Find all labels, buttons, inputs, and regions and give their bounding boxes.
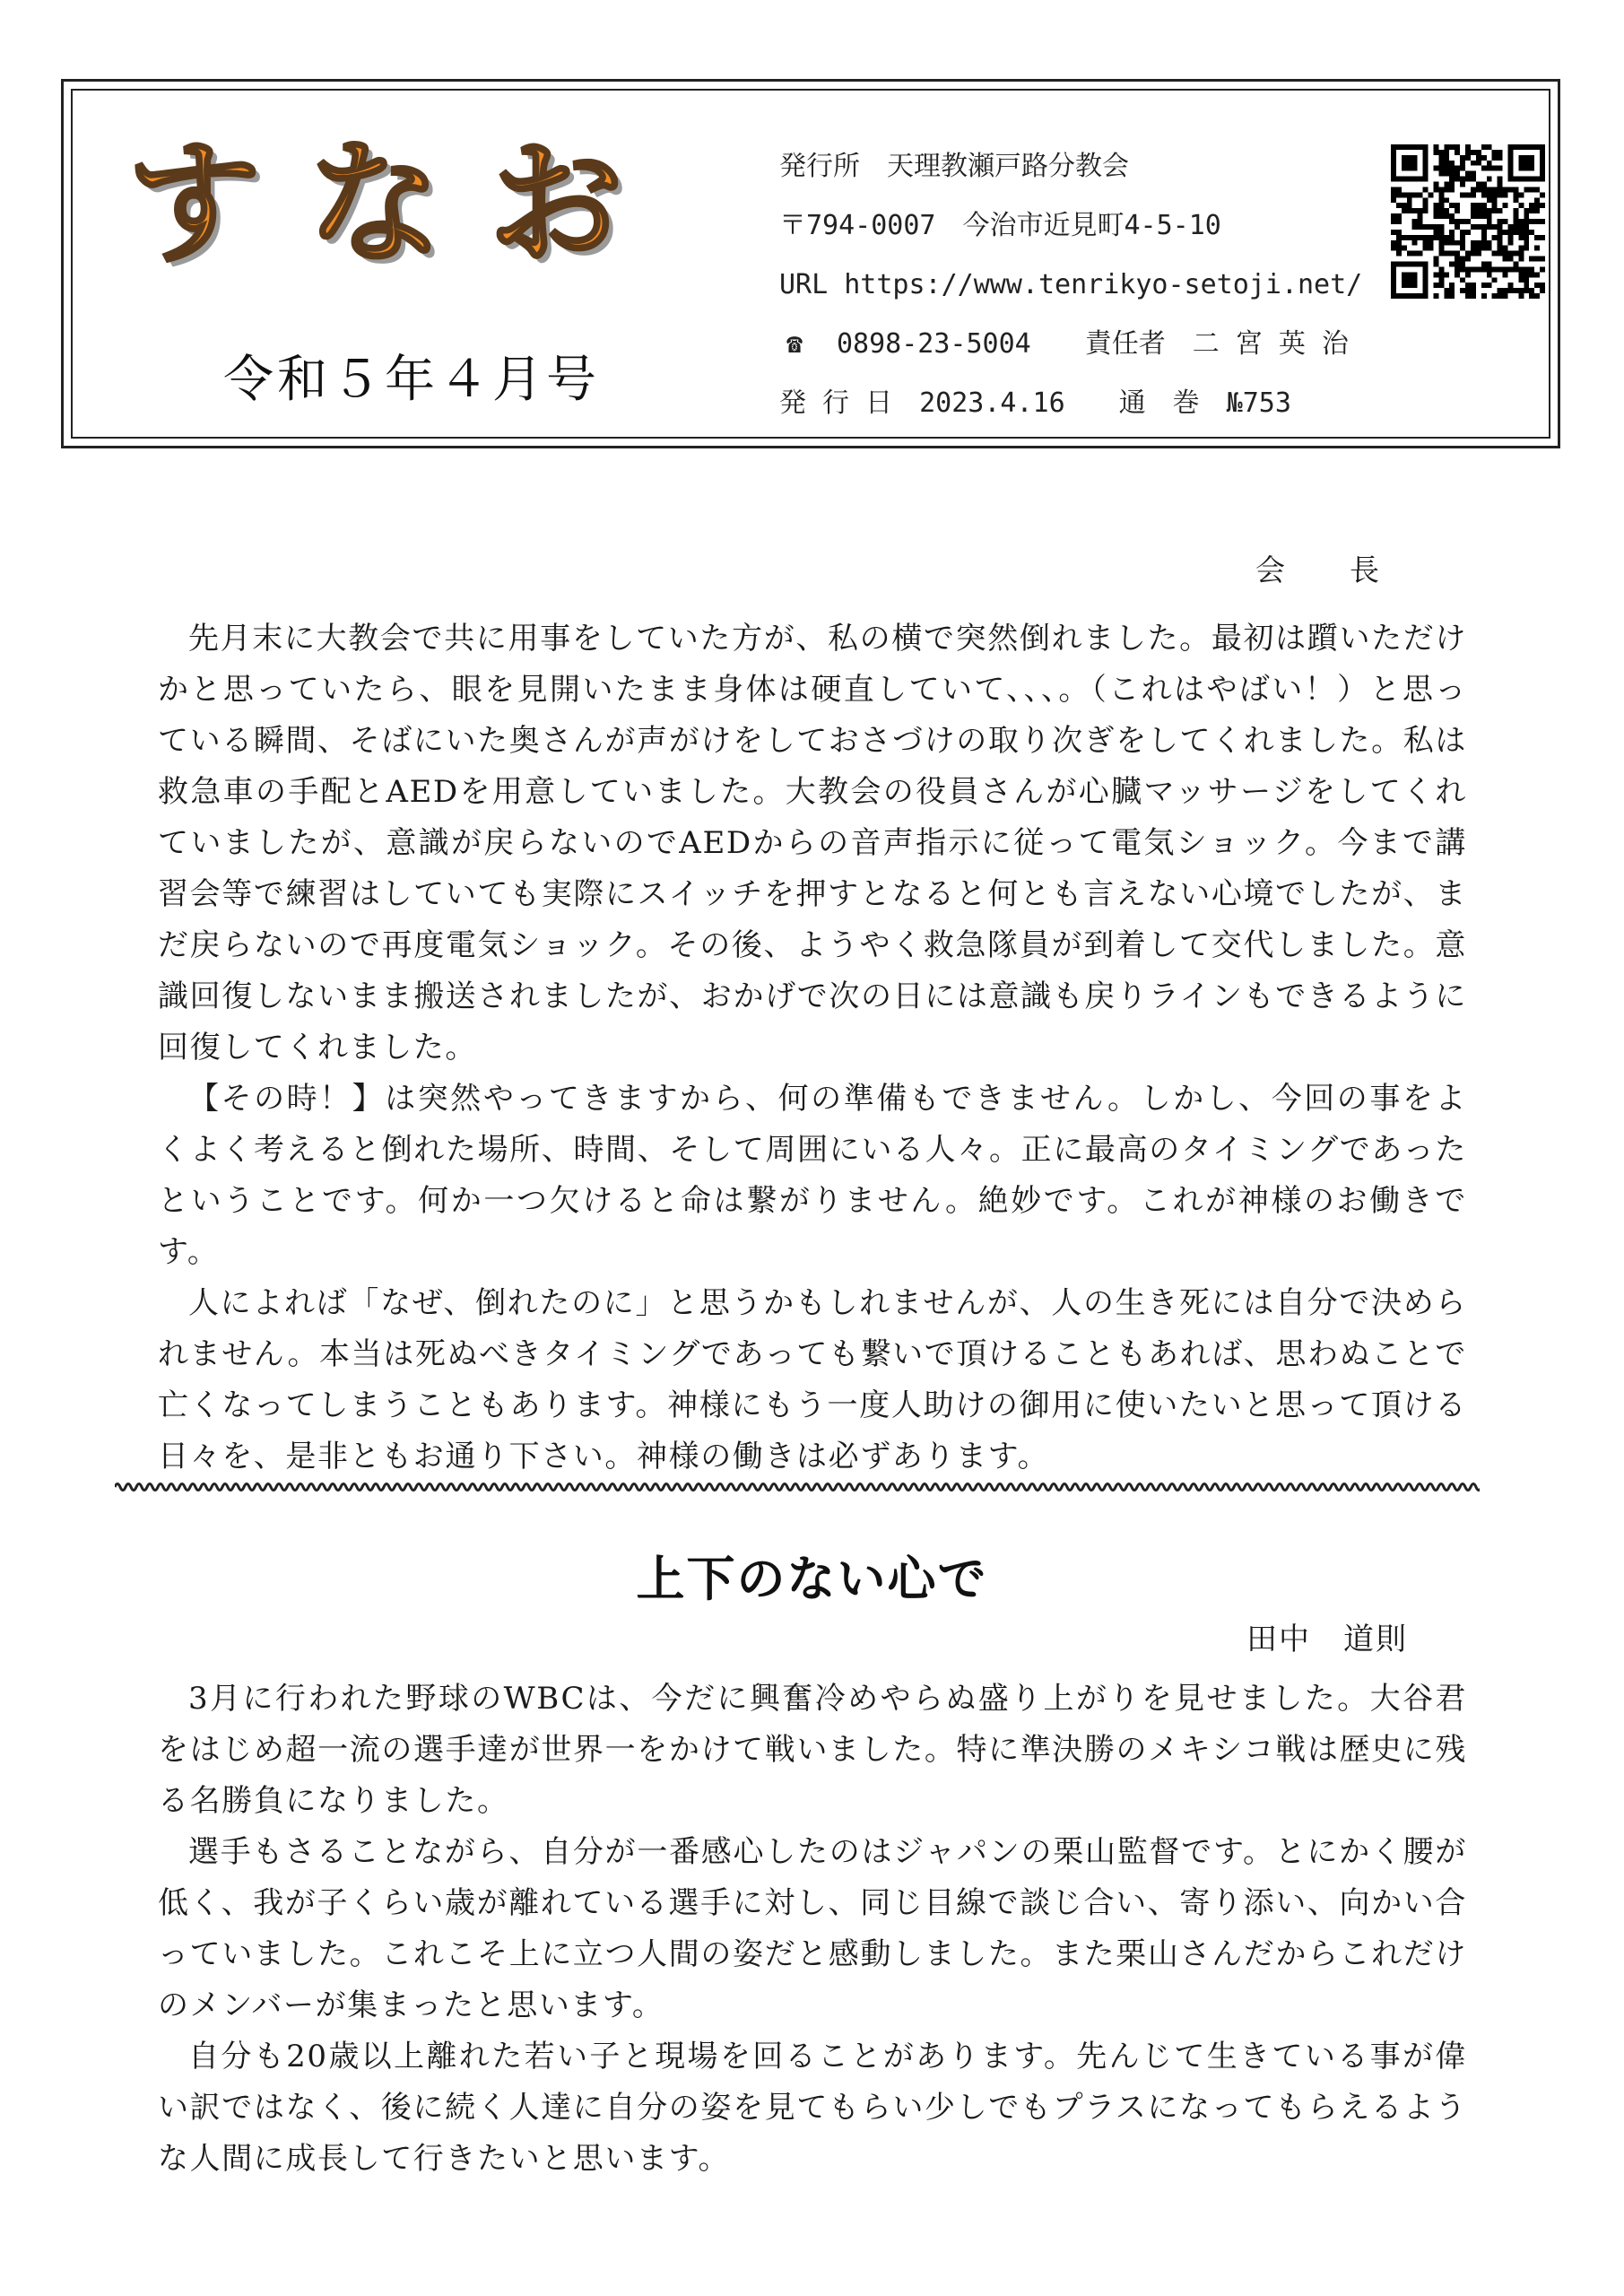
url-line[interactable]: URL https://www.tenrikyo-setoji.net/ [779,269,1363,300]
article1-body [158,613,1467,1483]
article2-title: 上下のない心で [636,1551,988,1607]
issue-label: 令和５年４月号 [223,351,600,409]
article2-paragraph: 自分も20歳以上離れた若い子と現場を回ることがあります。先んじて生きている事が偉い訳ではなく、後に続く人達に自分の姿を見てもらい少しでもプラスになってもらえるような人間に成長して行きたいと思います。 [158,2039,1467,2177]
masthead [61,79,1560,448]
article1-author: 会 長 [1255,552,1381,587]
address-line: 〒794-0007 今治市近見町4-5-10 [779,210,1221,241]
article1-paragraph: 先月末に大教会で共に用事をしていた方が、私の横で突然倒れました。最初は躓いただけかと思っていたら、眼を見開いたまま身体は硬直していて、、、。（これはやばい！）と思っている瞬間、そばにいた奥さんが声がけをしておさづけの取り次ぎをしてくれました。私は救急車の手配とAEDを用意していました。大教会の役員さんが心臓マッサージをしてくれていましたが、意識が戻らないのでAEDからの音声指示に従って電気ショック。今まで講習会等で練習はしていても実際にスイッチを押すとなると何とも言えない心境でしたが、まだ戻らないので再度電気ショック。その後、ようやく救急隊員が到着して交代しました。意識回復しないまま搬送されましたが、おかげで次の日には意識も戻りラインもできるように回復してくれました。 [158,621,1467,1065]
article2-author: 田中 道則 [1246,1622,1408,1657]
publication-info [779,137,1497,433]
date-line: 発 行 日 2023.4.16 通 巻 №753 [779,387,1291,419]
phone-line: 0898-23-5004 責任者 二 宮 英 治 [837,328,1349,360]
publisher-line: 発行所 天理教瀬戸路分教会 [779,151,1129,182]
article2-paragraph: 3月に行われた野球のWBCは、今だに興奮冷めやらぬ盛り上がりを見せました。大谷君をはじめ超一流の選手達が世界一をかけて戦いました。特に準決勝のメキシコ戦は歴史に残る名勝負になりました。 [158,1681,1467,1819]
article2-paragraph: 選手もさることながら、自分が一番感心したのはジャパンの栗山監督です。とにかく腰が低く、我が子くらい歳が離れている選手に対し、同じ目線で談じ合い、寄り添い、向かい合っていました。これこそ上に立つ人間の姿だと感動しました。また栗山さんだからこれだけのメンバーが集まったと思います。 [158,1834,1467,2023]
article1-paragraph: 【その時！】は突然やってきますから、何の準備もできません。しかし、今回の事をよくよく考えると倒れた場所、時間、そして周囲にいる人々。正に最高のタイミングであったということです。何か一つ欠けると命は繋がりません。絶妙です。これが神様のお働きです。 [158,1081,1467,1270]
masthead-inner-border [71,89,1550,439]
wavy-divider [115,1476,1480,1498]
phone-icon: ☎ [786,328,803,360]
newsletter-logo: すなお [126,126,671,283]
phone-row [779,315,1497,374]
article1-paragraph: 人によれば「なぜ、倒れたのに」と思うかもしれませんが、人の生き死には自分で決められません。本当は死ぬべきタイミングであっても繋いで頂けることもあれば、思わぬことで亡くなってしまうこともあります。神様にもう一度人助けの御用に使いたいと思って頂ける日々を、是非ともお通り下さい。神様の働きは必ずあります。 [158,1285,1467,1474]
qr-code-icon[interactable] [1391,144,1545,299]
article2-body [158,1674,1467,2185]
